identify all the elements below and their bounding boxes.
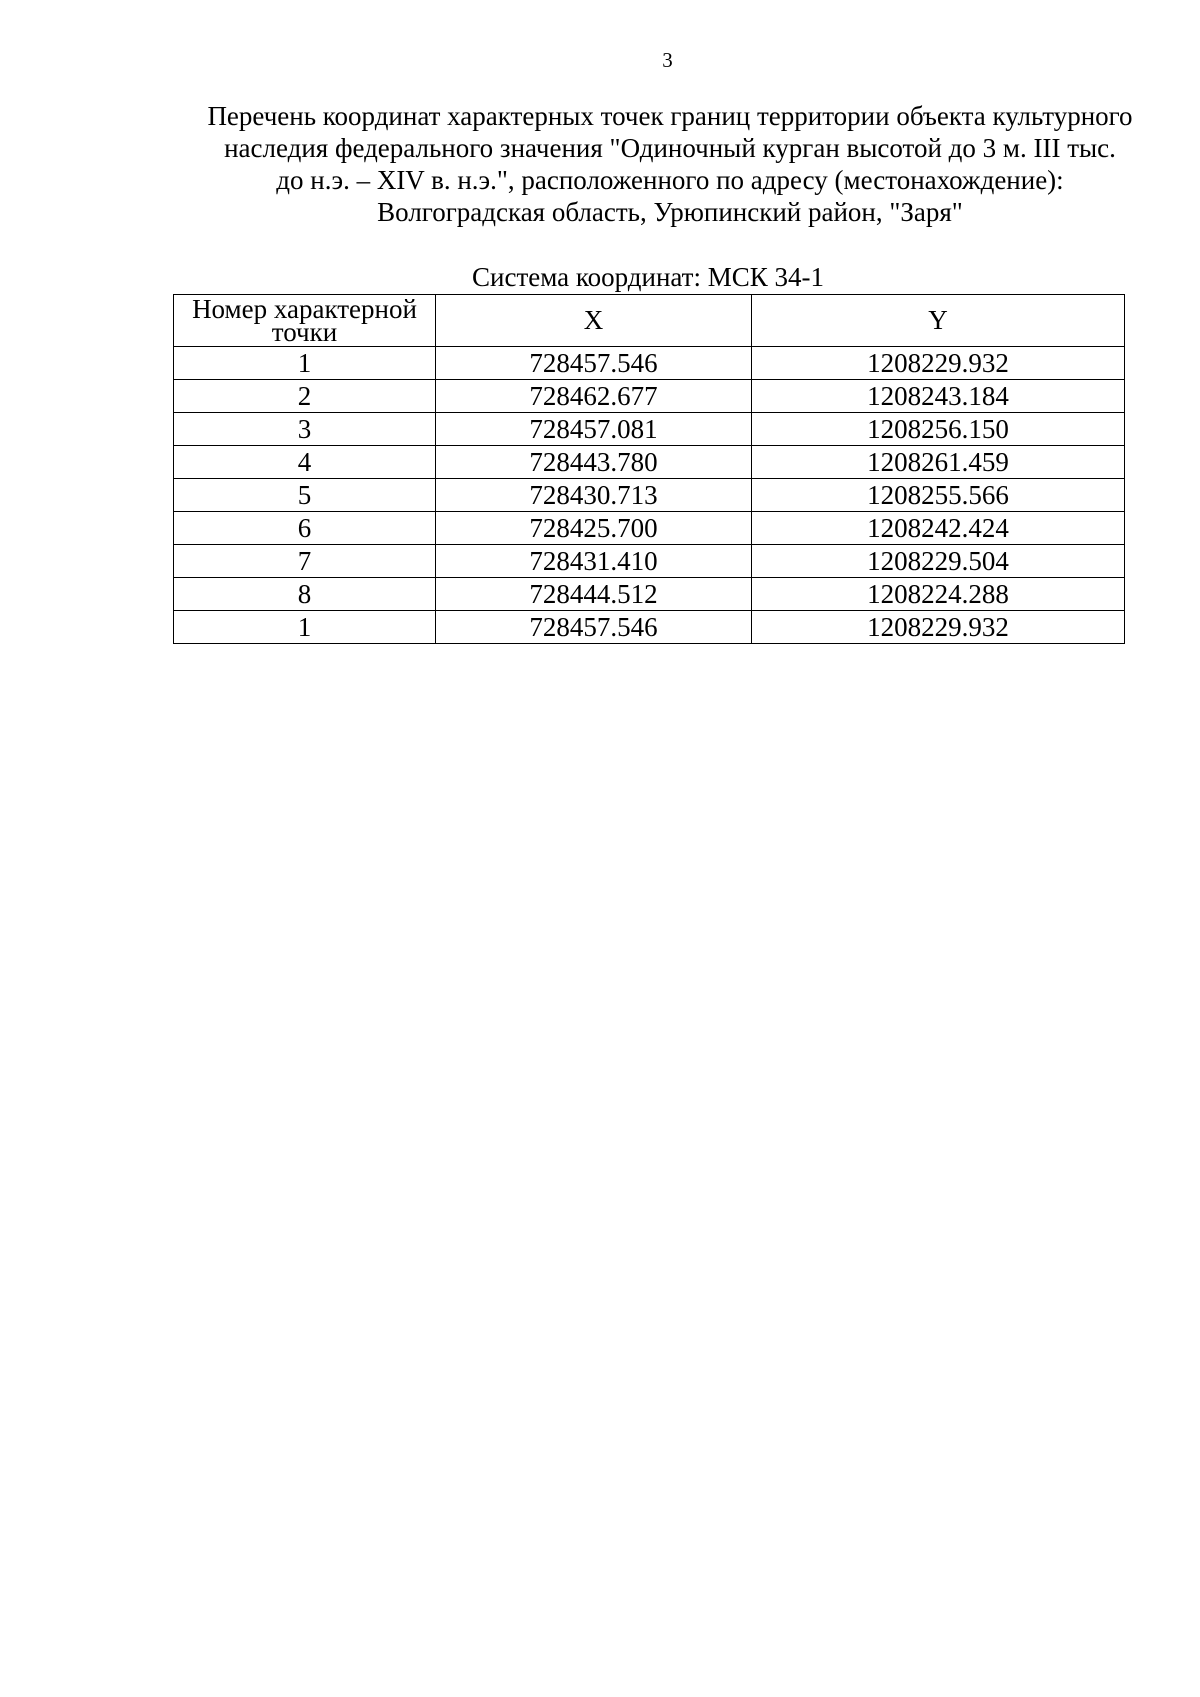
cell-x: 728425.700 (436, 512, 752, 545)
table-row (174, 380, 1125, 413)
header-point-number-line-1: Номер характерной (192, 293, 417, 324)
page-number: 3 (662, 48, 673, 72)
cell-x: 728443.780 (436, 446, 752, 479)
table-row (174, 446, 1125, 479)
cell-x: 728462.677 (436, 380, 752, 413)
cell-point: 1 (174, 611, 436, 644)
title-line-1: Перечень координат характерных точек границ территории объекта культурного (207, 101, 1133, 131)
cell-point: 3 (174, 413, 436, 446)
header-point-number (174, 295, 436, 347)
document-title (170, 100, 1170, 228)
cell-point: 6 (174, 512, 436, 545)
cell-y: 1208261.459 (752, 446, 1125, 479)
header-y: Y (752, 295, 1125, 347)
table-row (174, 347, 1125, 380)
cell-y: 1208243.184 (752, 380, 1125, 413)
cell-x: 728457.546 (436, 611, 752, 644)
cell-point: 5 (174, 479, 436, 512)
cell-y: 1208242.424 (752, 512, 1125, 545)
table-row (174, 545, 1125, 578)
cell-y: 1208256.150 (752, 413, 1125, 446)
coordinates-table (173, 294, 1125, 644)
header-point-number-line-2: точки (271, 316, 338, 347)
cell-y: 1208255.566 (752, 479, 1125, 512)
table-row (174, 578, 1125, 611)
table-row (174, 413, 1125, 446)
cell-x: 728444.512 (436, 578, 752, 611)
cell-x: 728457.081 (436, 413, 752, 446)
title-line-3: до н.э. – XIV в. н.э.", расположенного по адресу (местонахождение): (276, 165, 1064, 195)
cell-y: 1208224.288 (752, 578, 1125, 611)
cell-point: 4 (174, 446, 436, 479)
cell-y: 1208229.932 (752, 347, 1125, 380)
table-row (174, 611, 1125, 644)
coordinate-system-caption: Система координат: МСК 34-1 (472, 262, 824, 292)
cell-point: 8 (174, 578, 436, 611)
table-row (174, 479, 1125, 512)
cell-x: 728431.410 (436, 545, 752, 578)
cell-x: 728430.713 (436, 479, 752, 512)
cell-y: 1208229.932 (752, 611, 1125, 644)
table-row (174, 512, 1125, 545)
cell-point: 1 (174, 347, 436, 380)
cell-point: 2 (174, 380, 436, 413)
cell-x: 728457.546 (436, 347, 752, 380)
title-line-2: наследия федерального значения "Одиночный курган высотой до 3 м. III тыс. (224, 133, 1116, 163)
title-line-4: Волгоградская область, Урюпинский район, "Заря" (377, 197, 963, 227)
table-header-row (174, 295, 1125, 347)
header-x: X (436, 295, 752, 347)
cell-point: 7 (174, 545, 436, 578)
cell-y: 1208229.504 (752, 545, 1125, 578)
